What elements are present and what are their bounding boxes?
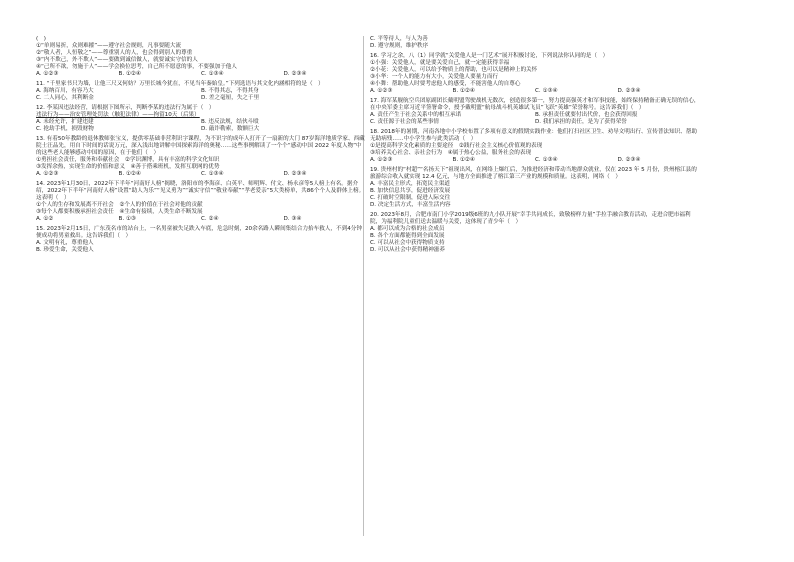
q20-option-b: B. 各个方面都能得到全面发展 (370, 233, 445, 239)
q18-item-1: ①是提高科学文化素质的主要途径 ②践行社会主义核心价值观的表现 (370, 143, 543, 149)
q12-options-cd (36, 126, 366, 133)
q17-options-cd (370, 119, 700, 126)
left-column (36, 36, 366, 254)
q19-option-c: C. 打破时空限制，促进人际交往 (370, 195, 451, 201)
option-b: B. ①②④ (452, 88, 475, 94)
q15-option-c: C. 平等待人，与人为善 (370, 36, 428, 42)
q19-option-d: D. 决定生活方式，丰富生活内容 (370, 202, 451, 208)
q20-stem: 20. 2023年8月，合肥市南门小学2019级6班的九小队开展“幸手共同成长，致敬榜样力量”手拉手融合教育活动，走进合肥市福利院，为福利院儿童们送去温暖与关爱，这体现了青少年（ ） (370, 212, 691, 225)
q15-option-b: B. 珍爱生命，关爱他人 (36, 247, 94, 253)
option-d: D. ②③④ (617, 157, 641, 163)
q12-stem: 12. 李某因违法经营，请根据下图所示，判断李某的违法行为属于（ ） (36, 105, 215, 111)
q13-item-1: ①勇担社会责任，服务和奉献社会 ②学识渊博，具有丰富的科学文化知识 (36, 157, 220, 163)
option-d: D. 我们承担的责任，是为了获得荣誉 (535, 119, 627, 125)
option-a: A. ①②③ (36, 171, 59, 177)
q18-stem: 18. 2018年的暑期，河南各地中小学校布置了多项有意义的假期实践作业：他们打扫社区卫生、劝导文明出行、宣传普法知识、帮助无助病残……中小学生参与此类活动（ ） (370, 129, 697, 142)
right-column (370, 36, 700, 254)
q17-stem: 17. 海军某舰航空兵团原副团长戴明盟驾驶战机无数次，创造很多第一，努力提高强英才和军事技能，始终保持精备正确无误的信心，在中央军委主席习近平签署命令，授予戴明盟“航母战斗机英雄试飞员”飞跃“英雄”荣誉称号。这告诉我们（ ） (370, 98, 700, 111)
q11-options-ab (36, 88, 366, 95)
option-c: C. 责任源于社会的某些事情 (370, 119, 439, 125)
option-c: C. ①③④ (201, 171, 224, 177)
q13-stem: 13. 有着50年教龄的退休教师张宝义，提供零基础非营利识字课程，为不识字的成年人打开了一扇新的大门 87岁海洋地质学家、西藏院士汪品先，用自下时间的话说万元，深入浅出地讲解中国探索海洋的奥秘……这些事例解读了一个个“感动中国 2022 年度人物”中的这些老人能够感动中国的原因，在于他们（ ） (36, 136, 365, 156)
q16-stem: 16. 学习之余，八（1）同学就“关爱他人是一门艺术”展开积极讨论，下列说法你认同的是（ ） (370, 53, 609, 59)
q18-item-2: ③培养关心社会、亲社会行为 ④属于热心公益，服务社会的表现 (370, 150, 532, 156)
q14-options (36, 216, 366, 223)
option-b: B. 承担责任就要付出代价，也会获得回报 (535, 112, 638, 118)
q16-item-1: ①小强：关爱他人，就是要关爱自己，就一定能获得幸福 (370, 60, 510, 66)
option-a: A. ①②③ (36, 71, 59, 77)
option-b: B. ①②④ (118, 171, 141, 177)
option-d: D. ②③④ (283, 71, 307, 77)
q13-options (36, 171, 366, 178)
q11-stem: 11. “千里家书只为墙，让他三尺又何妨？万里长城今犹在，不见当年秦始皇。”下列选语与其文化内涵相符的是（ ） (36, 81, 324, 87)
q14-item-1: ①个人的生存和发展离不开社会 ②个人的价值在于社会对他的贡献 (36, 202, 203, 208)
q20-option-d: D. 可以从社会中获得精神滋养 (370, 247, 445, 253)
q15-option-d: D. 遵守规则，维护秩序 (370, 43, 429, 49)
q10-options (36, 71, 366, 78)
option-d: D. 敲诈勒索，数额巨大 (201, 126, 260, 132)
q19-stem: 19. 贵州村的“村超”“名扬天下”祖现出风，在网络上爆红后，为推进经济和带动当地群众就业，仅在 2023 年 5 月份，贵州榕江县的旅游综合收入就实现 12.4 亿元，与地方全面推进了榕江第三产业的规模和质量。这表明，网络（ ） (370, 167, 697, 180)
option-d: D. ③④ (283, 216, 302, 222)
q16-item-3: ③小华：一个人的能力有大小，关爱他人要量力而行 (370, 74, 499, 80)
q15-option-a: A. 文明有礼，尊重他人 (36, 240, 94, 246)
option-b: B. 不得其志，不得其身 (201, 88, 259, 94)
q20-option-a: A. 都可以成为合格的社会成员 (370, 226, 445, 232)
option-c: C. ②④ (201, 216, 219, 222)
option-d: D. ②③④ (283, 171, 307, 177)
option-b: B. ①③ (118, 216, 136, 222)
option-c: C. 抢劫手机，损毁财物 (36, 126, 94, 132)
option-b: B. ①②④ (118, 71, 141, 77)
option-c: C. ①③④ (535, 157, 558, 163)
q10-item-2: ②“敬人者，人恒敬之”——尊重别人的人，也会得到别人的尊重 (36, 50, 193, 56)
q12-options-ab (36, 119, 366, 126)
q15-stem: 15. 2023年2月15日，广东茂名市的站台上，一名男童被失足跌入车底，危急时刻，20余名路人瞬间集结合力抬车救人，不到4分钟便成功将男童救出。这告诉我们（ ） (36, 226, 362, 239)
answer-bracket: ( ) (36, 36, 46, 42)
option-c: C. 二人同心，其利断金 (36, 95, 94, 101)
option-d: D. 差之毫厘，失之千里 (201, 95, 260, 101)
q17-options-ab (370, 112, 700, 119)
option-b: B. ①②④ (452, 157, 475, 163)
option-a: A. 海纳百川，有容乃大 (36, 88, 94, 94)
option-a: A. ①②③ (370, 88, 393, 94)
option-d: D. ②③④ (617, 88, 641, 94)
option-a: A. ①② (36, 216, 54, 222)
q18-options (370, 157, 700, 164)
q11-options-cd (36, 95, 366, 102)
q13-item-2: ③发挥余热，实现生命的价值和意义 ④善于搭乘班机，发挥互联网的优势 (36, 164, 220, 170)
q14-item-2: ③每个人都要积极承担社会责任 ④生命有接续，人类生命不断发展 (36, 209, 203, 215)
option-a: A. 未经允许，扩建违建 (36, 119, 94, 125)
option-c: C. ①③④ (201, 71, 224, 77)
q10-item-3: ③“内不欺己，外不欺人”——要做到诚信做人，就要诚实守信的人 (36, 57, 198, 63)
q16-options (370, 88, 700, 95)
q16-item-4: ④小舞：帮助他人时要考虑他人的感受，不能害他人的自尊心 (370, 81, 521, 87)
option-a: A. ①②③ (370, 157, 393, 163)
q19-option-a: A. 丰富民主形式，拓宽民主渠道 (370, 181, 451, 187)
q10-item-4: ④“己所不欲，勿施于人”——学会换位思考，自己所不愿意的事，不要强加于他人 (36, 64, 237, 70)
option-c: C. ①③④ (535, 88, 558, 94)
option-b: B. 违反法规，结伙斗殴 (201, 119, 259, 125)
option-a: A. 责任产生于社会关系中的相互承诺 (370, 112, 462, 118)
q12-diagram-line: 违法行为——治安管理处罚法（触犯法律）——拘留10天（后果） (36, 112, 200, 118)
q19-option-b: B. 加快信息共享，促进经济发展 (370, 188, 451, 194)
q16-item-2: ②小花：关爱他人，可以给予物质上的帮助，也可以是精神上的关怀 (370, 67, 538, 73)
q14-stem: 14. 2023年1月30日，2022年下半年“河南好人榜”揭晓，洛阳市的李海彦、白英平、师明辉、付文、杨永彦等5人榜上有名。据介绍，2022年下半年“河南好人榜”设置“助人为乐”“见义勇为”“诚实守信”“敬业奉献”“孝老爱亲”5大类榜单，共86个个人及群体上榜。这表明（ ） (36, 181, 365, 201)
q10-item-1: ①“单则易折，众则难摧”——遵守社会规则，凡事要随大流 (36, 43, 182, 49)
q20-option-c: C. 可以从社会中获得物质支持 (370, 240, 445, 246)
